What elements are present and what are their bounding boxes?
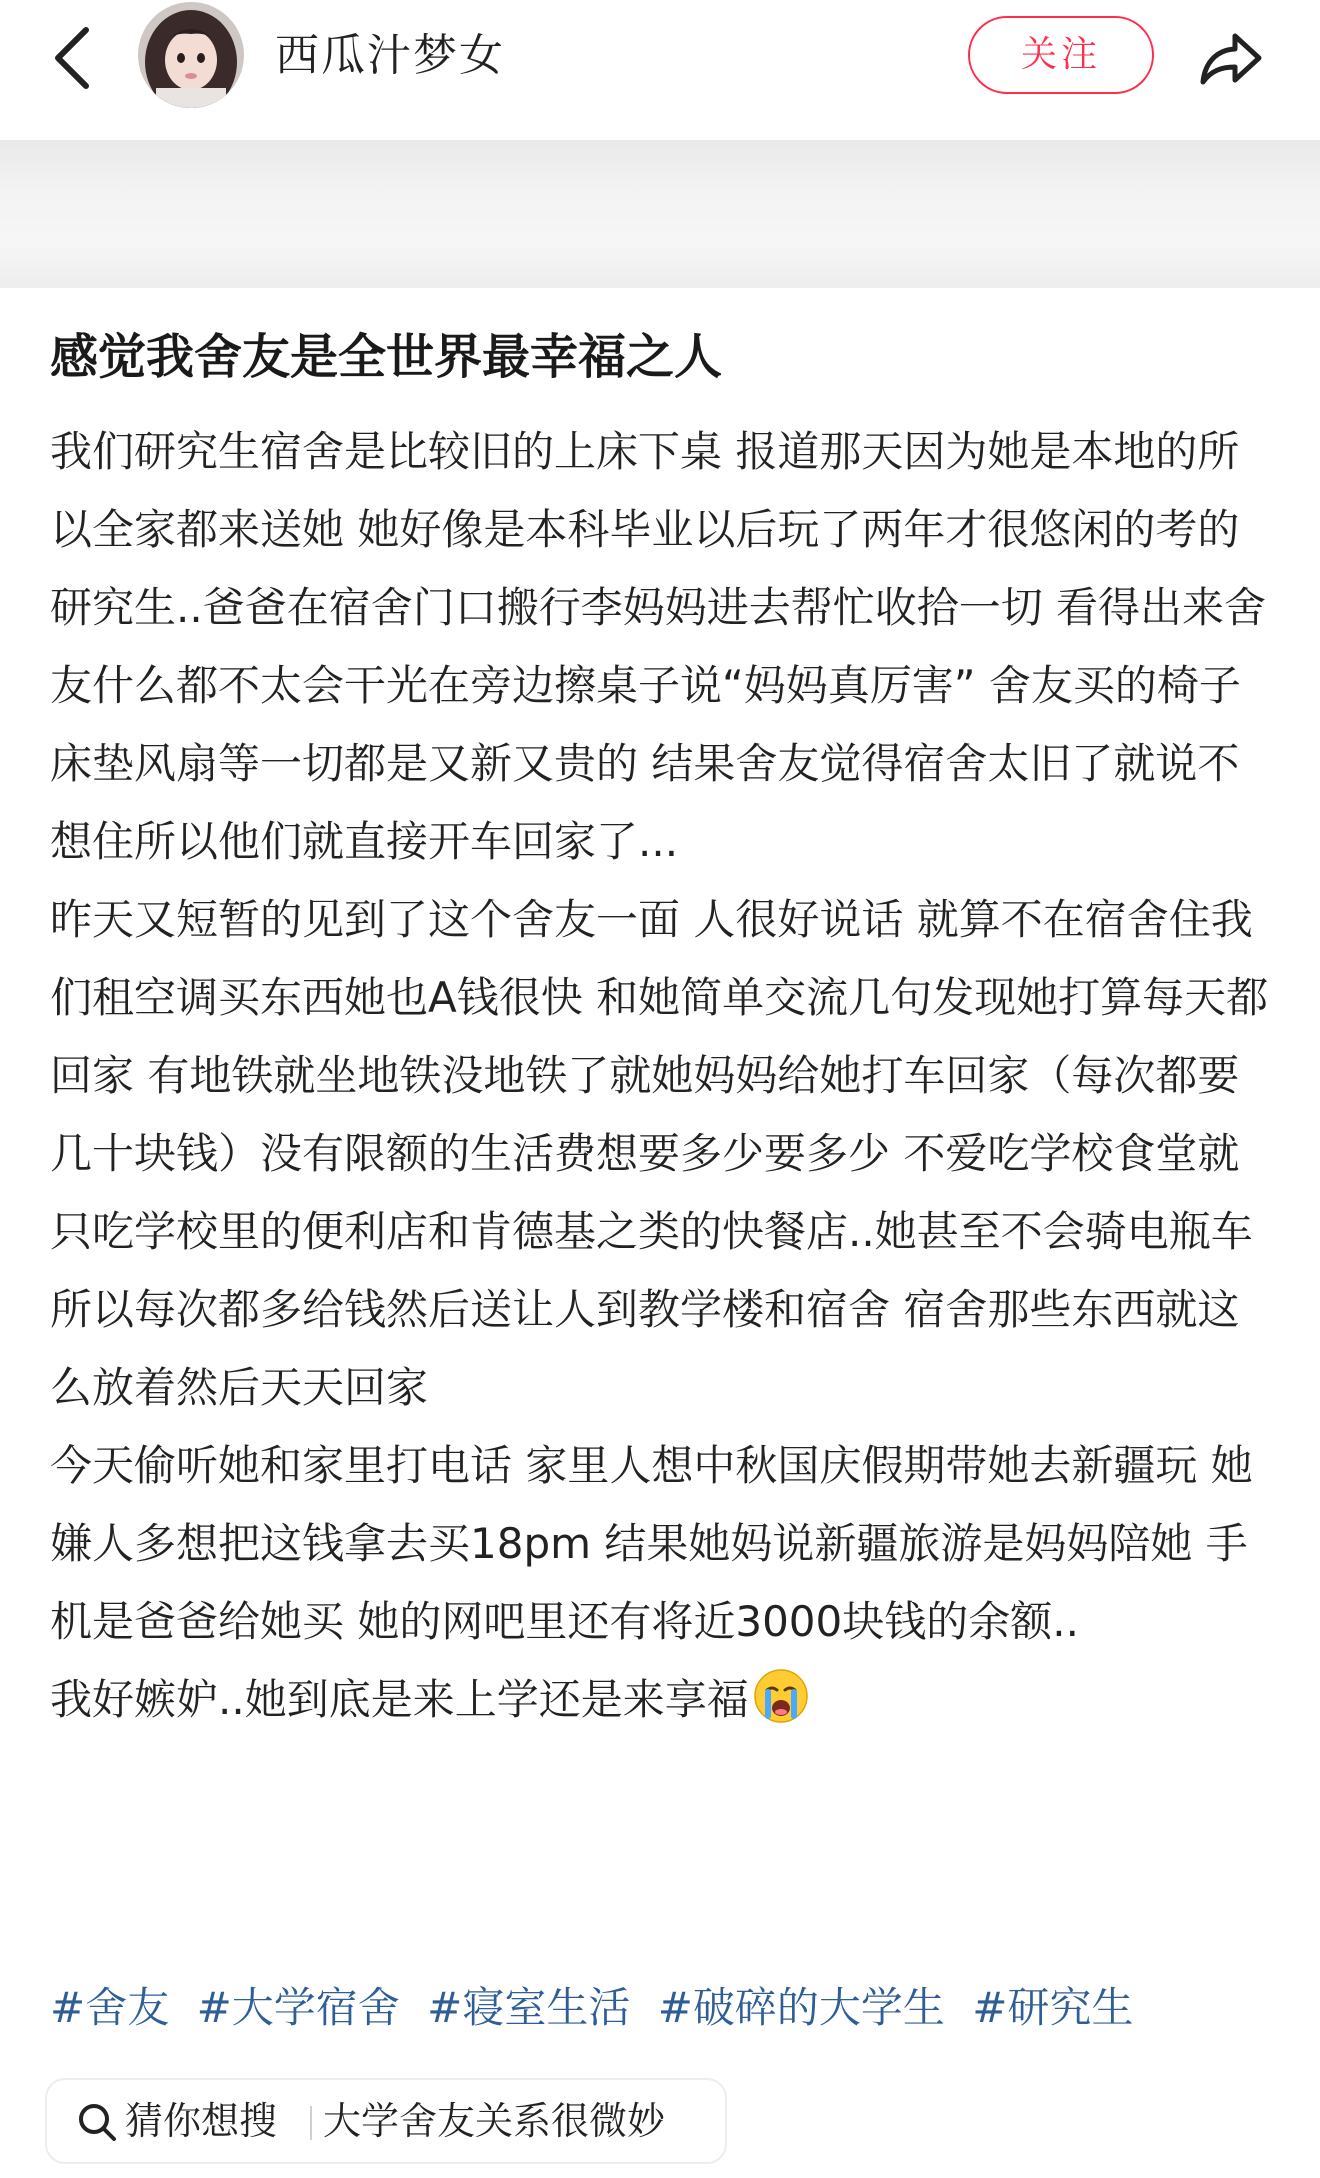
share-arrow-icon <box>1195 22 1267 94</box>
username[interactable]: 西瓜汁梦女 <box>275 30 505 81</box>
suggestion-label: 猜你想搜 <box>125 2099 278 2143</box>
back-button[interactable] <box>40 18 110 98</box>
post-paragraph: 昨天又短暂的见到了这个舍友一面 人很好说话 就算不在宿舍住我们租空调买东西她也A钱很快 和她简单交流几句发现她打算每天都回家 有地铁就坐地铁没地铁了就她妈妈给她打车回家（每次都要几十块钱）没有限额的生活费想要多少要多少 不爱吃学校食堂就只吃学校里的便利店和肯德基之类的快餐店..她甚至不会骑电瓶车所以每次都多给钱然后送让人到教学楼和宿舍 宿舍那些东西就这么放着然后天天回家 <box>50 895 1269 1412</box>
post-paragraph: 今天偷听她和家里打电话 家里人想中秋国庆假期带她去新疆玩 她嫌人多想把这钱拿去买18pm 结果她妈说新疆旅游是妈妈陪她 手机是爸爸给她买 她的网吧里还有将近3000块钱的余额.. <box>50 1441 1253 1646</box>
follow-button[interactable]: 关注 <box>968 16 1154 94</box>
search-icon <box>75 2100 119 2144</box>
hashtag[interactable]: #寝室生活 <box>427 1983 631 2032</box>
chevron-left-icon <box>40 18 110 98</box>
hashtag[interactable]: #研究生 <box>972 1983 1134 2032</box>
post-paragraph-last <box>50 1661 1278 1739</box>
hashtag[interactable]: #大学宿舍 <box>196 1983 400 2032</box>
share-button[interactable] <box>1195 22 1267 94</box>
post-image[interactable] <box>0 140 1320 288</box>
hashtag-list <box>50 1973 1280 2043</box>
avatar[interactable] <box>138 2 244 108</box>
search-suggestion[interactable] <box>45 2078 727 2164</box>
post-body <box>50 413 1278 1739</box>
hashtag[interactable]: #舍友 <box>50 1983 170 2032</box>
divider <box>310 2106 312 2140</box>
crying-face-icon <box>753 1668 809 1724</box>
post-title: 感觉我舍友是全世界最幸福之人 <box>50 329 723 385</box>
hashtag[interactable]: #破碎的大学生 <box>657 1983 945 2032</box>
top-bar <box>0 0 1320 135</box>
suggestion-query[interactable]: 大学舍友关系很微妙 <box>323 2099 666 2143</box>
post-paragraph-text: 我好嫉妒..她到底是来上学还是来享福 <box>50 1675 749 1724</box>
avatar-image <box>138 2 244 108</box>
post-paragraph: 我们研究生宿舍是比较旧的上床下桌 报道那天因为她是本地的所以全家都来送她 她好像是本科毕业以后玩了两年才很悠闲的考的研究生..爸爸在宿舍门口搬行李妈妈进去帮忙收拾一切 看得出来舍友什么都不太会干光在旁边擦桌子说“妈妈真厉害” 舍友买的椅子床垫风扇等一切都是又新又贵的 结果舍友觉得宿舍太旧了就说不想住所以他们就直接开车回家了... <box>50 427 1267 866</box>
